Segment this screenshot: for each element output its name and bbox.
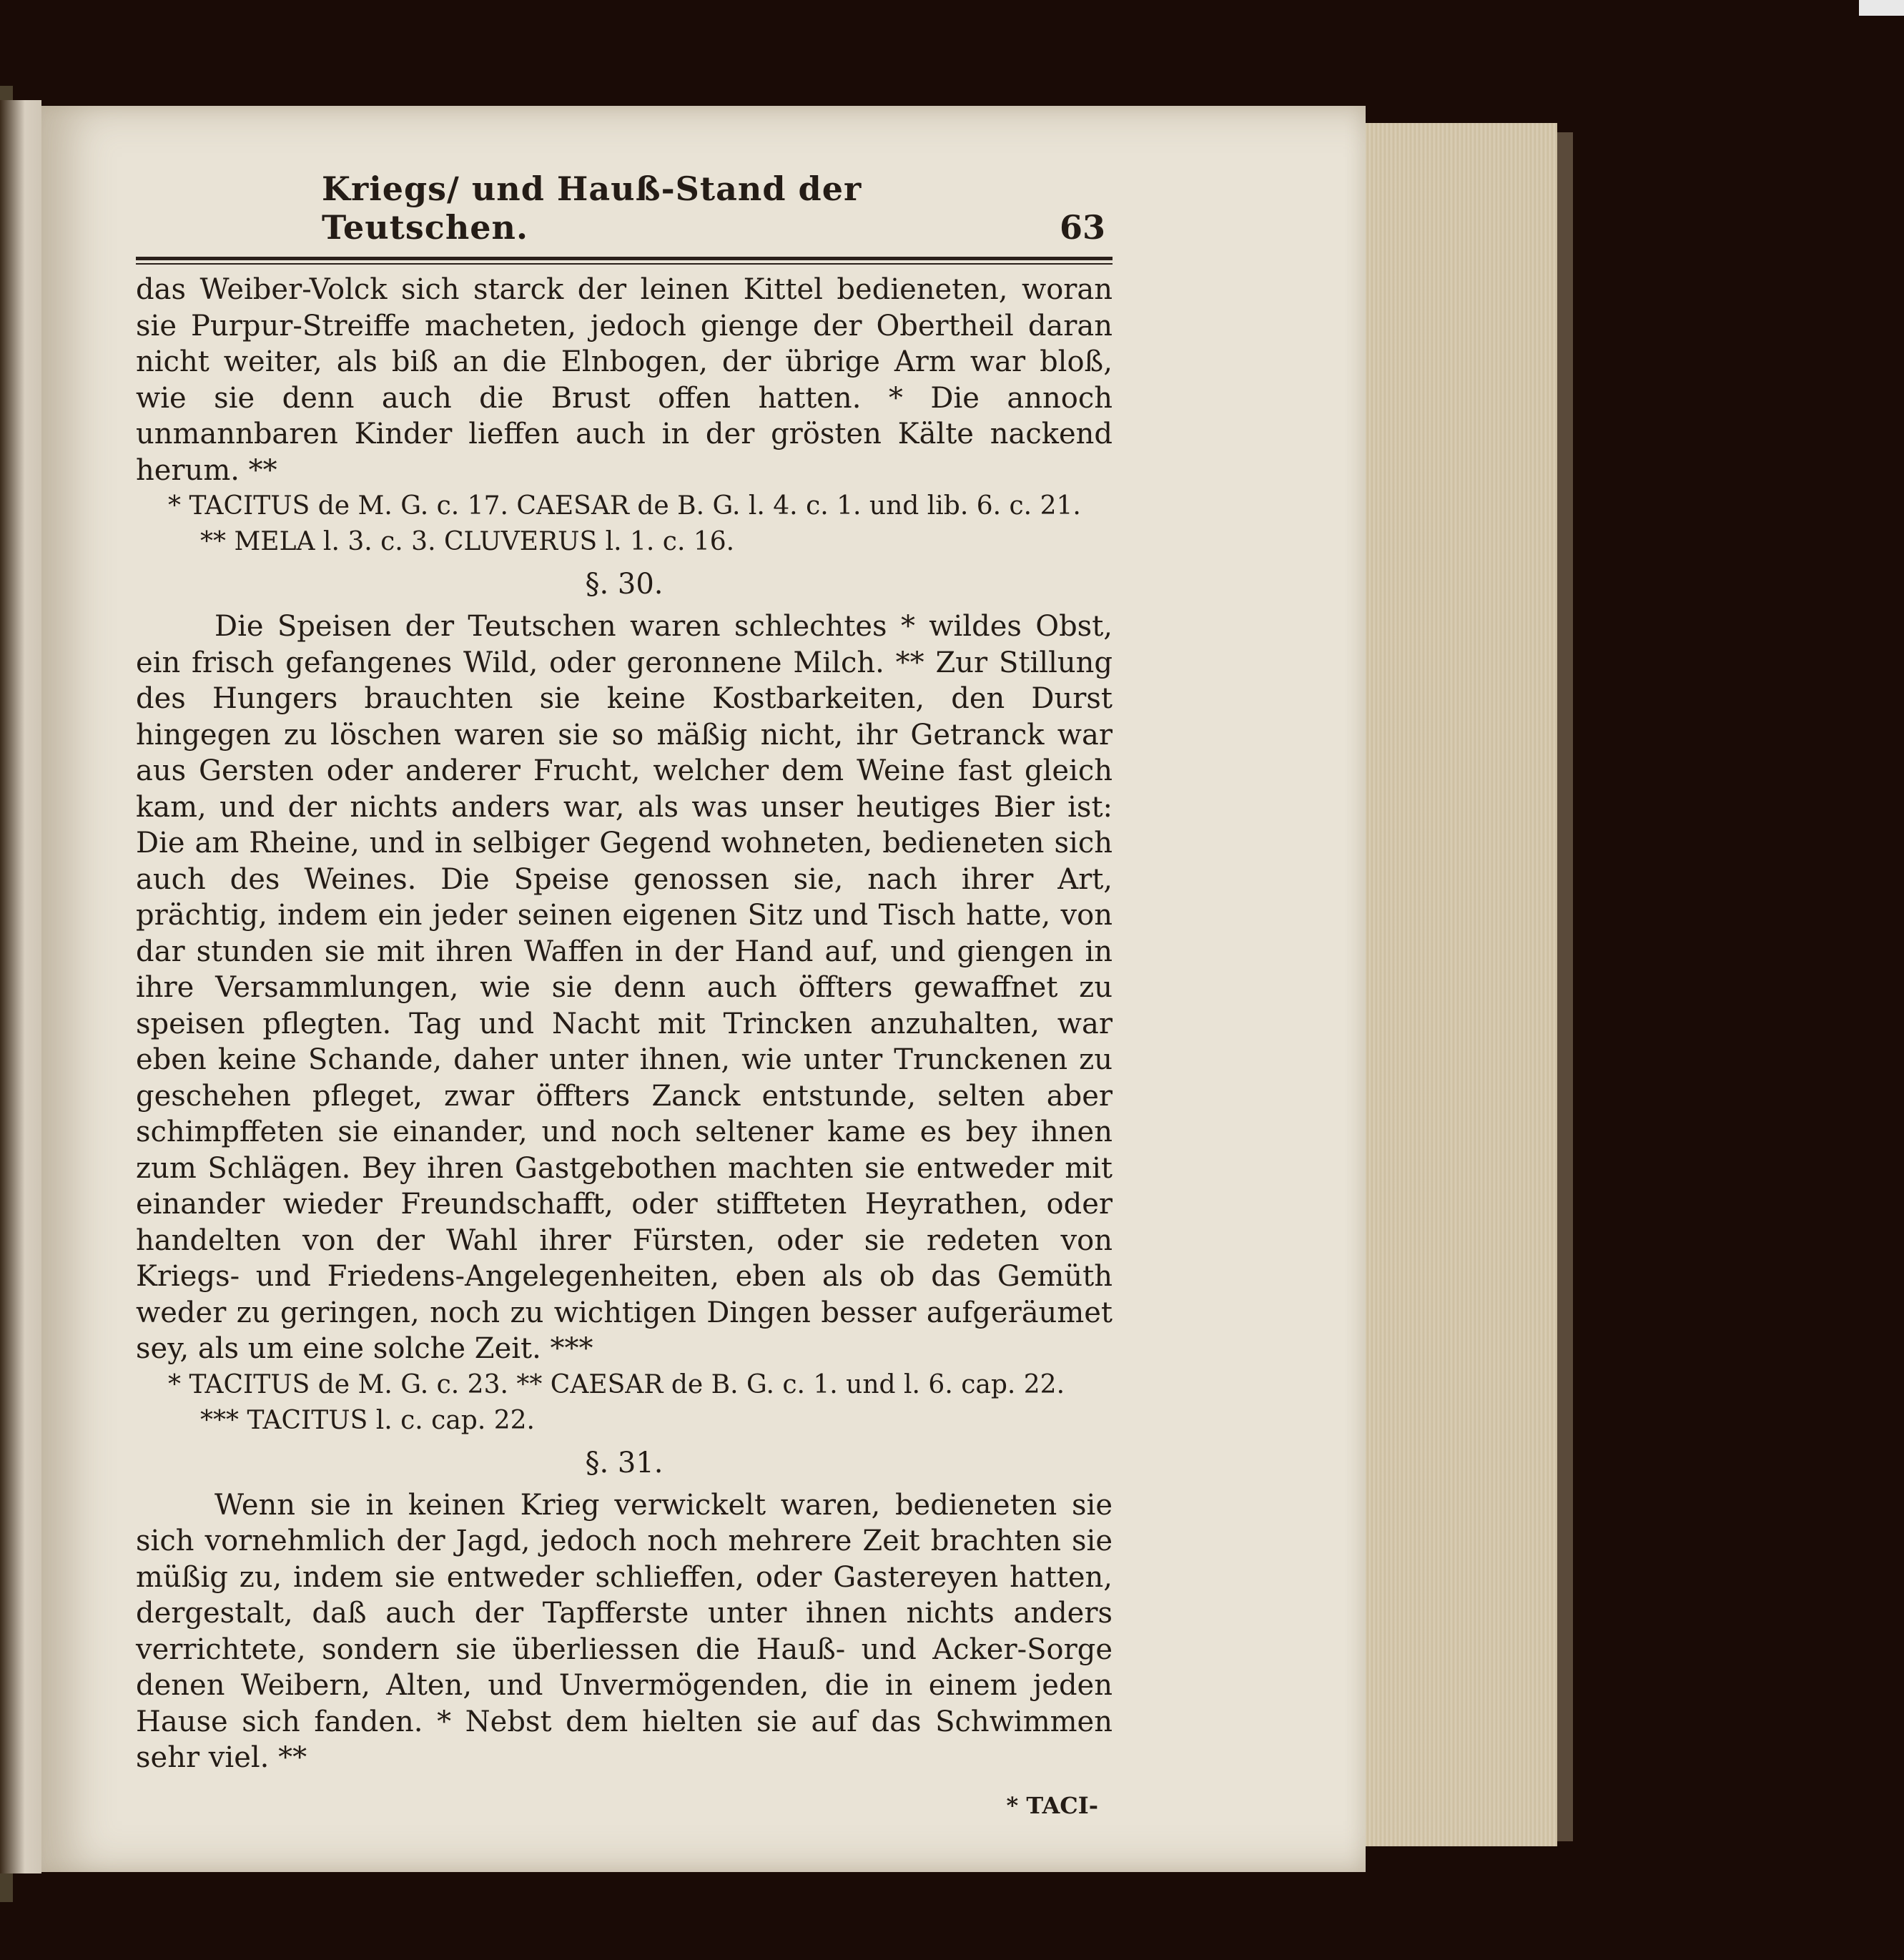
header-rule <box>136 257 1113 260</box>
section-heading-31: §. 31. <box>585 1446 664 1479</box>
paragraph-29-continued: das Weiber-Volck sich starck der leinen Kittel bedieneten, woran sie Purpur-Streiffe macheten, jedoch gienge der Obertheil daran nicht weiter, als biß an die Elnbogen, der übrige Arm war bloß, wie sie denn auch die Brust offen hatten. * Die annoch unmannbaren Kinder lieffen auch in der grösten Kälte nackend herum. ** <box>136 273 1113 487</box>
running-header <box>136 169 1113 247</box>
section-heading-30: §. 30. <box>585 568 664 601</box>
corner-strip <box>1859 0 1904 16</box>
page-content <box>136 169 1113 1819</box>
footnote-30-a: * TACITUS de M. G. c. 23. ** CAESAR de B. G. c. 1. und l. 6. cap. 22. <box>168 1369 1065 1399</box>
running-title: Kriegs/ und Hauß-Stand der Teutschen. <box>322 169 862 247</box>
page-number: 63 <box>1059 208 1105 247</box>
paragraph-30: Die Speisen der Teutschen waren schlechtes * wildes Obst, ein frisch gefangenes Wild, oder geronnene Milch. ** Zur Stillung des Hungers brauchten sie keine Kostbarkeiten, den Durst hingegen zu löschen waren sie so mäßig nicht, ihr Getranck war aus Gersten oder anderer Frucht, welcher dem Weine fast gleich kam, und der nichts anders war, als was unser heutiges Bier ist: Die am Rheine, und in selbiger Gegend wohneten, bedieneten sich auch des Weines. Die Speise genossen sie, nach ihrer Art, prächtig, indem ein jeder seinen eigenen Sitz und Tisch hatte, von dar stunden sie mit ihren Waffen in der Hand auf, und giengen in ihre Versammlungen, wie sie denn auch öffters gewaffnet zu speisen pflegten. Tag und Nacht mit Trincken anzuhalten, war eben keine Schande, daher unter ihnen, wie unter Trunckenen zu geschehen pfleget, zwar öffters Zanck entstunde, selten aber schimpffeten sie einander, und noch seltener kame es bey ihnen zum Schlägen. Bey ihren Gastgebothen machten sie entweder mit einander wieder Freundschafft, oder stiffteten Heyrathen, oder handelten von der Wahl ihrer Fürsten, oder sie redeten von Kriegs- und Friedens-Angelegenheiten, eben als ob das Gemüth weder zu geringen, noch zu wichtigen Dingen besser aufgeräumet sey, als um eine solche Zeit. *** <box>136 610 1113 1365</box>
footnote-29-a: * TACITUS de M. G. c. 17. CAESAR de B. G. l. 4. c. 1. und lib. 6. c. 21. <box>168 491 1081 521</box>
paragraph-31: Wenn sie in keinen Krieg verwickelt waren, bedieneten sie sich vornehmlich der Jagd, jedoch noch mehrere Zeit brachten sie müßig zu, indem sie entweder schlieffen, oder Gastereyen hatten, dergestalt, daß auch der Tapfferste unter ihnen nichts anders verrichtete, sondern sie überliessen die Hauß- und Acker-Sorge denen Weibern, Alten, und Unvermögenden, die in einem jeden Hause sich fanden. * Nebst dem hielten sie auf das Schwimmen sehr viel. ** <box>136 1488 1113 1774</box>
footnote-30-b: *** TACITUS l. c. cap. 22. <box>200 1405 535 1435</box>
page-block-edge <box>1366 123 1557 1846</box>
left-page-fold <box>0 100 41 1873</box>
header-rule-thin <box>136 263 1113 265</box>
back-cover-edge <box>1557 132 1573 1841</box>
catchword: * TACI- <box>1006 1791 1098 1819</box>
footnote-29-b: ** MELA l. 3. c. 3. CLUVERUS l. 1. c. 16. <box>200 527 735 556</box>
